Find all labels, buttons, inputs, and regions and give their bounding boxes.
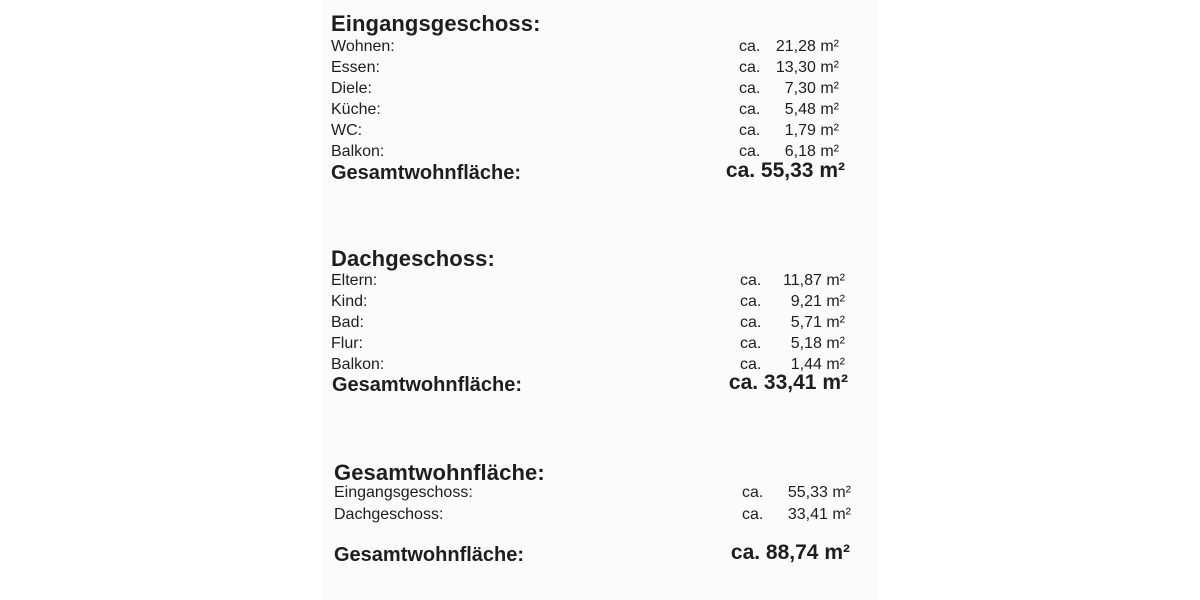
area-value: 9,21 m²: [790, 293, 845, 310]
total-value: ca. 88,74 m²: [730, 541, 850, 564]
area-value: 5,71 m²: [790, 314, 845, 331]
area-row-essen: [331, 59, 851, 80]
room-label: WC:: [331, 122, 363, 139]
total-label: Gesamtwohnfläche:: [331, 162, 522, 184]
room-label: Kind:: [331, 293, 368, 310]
approx-label: ca.: [742, 484, 764, 501]
room-label: Flur:: [331, 335, 363, 352]
floor-label: Eingangsgeschoss:: [334, 484, 473, 501]
room-label: Diele:: [331, 80, 372, 97]
approx-label: ca.: [739, 143, 761, 160]
area-value: 55,33 m²: [787, 484, 851, 501]
section-heading: Gesamtwohnfläche:: [334, 460, 545, 485]
total-label: Gesamtwohnfläche:: [334, 544, 525, 566]
approx-label: ca.: [739, 80, 761, 97]
area-row-flur: [331, 335, 851, 356]
room-label: Balkon:: [331, 143, 385, 160]
room-label: Küche:: [331, 101, 381, 118]
total-value: ca. 55,33 m²: [725, 159, 845, 182]
area-value: 11,87 m²: [783, 272, 845, 289]
approx-label: ca.: [740, 272, 762, 289]
approx-label: ca.: [739, 101, 761, 118]
area-value: 33,41 m²: [787, 506, 851, 523]
approx-label: ca.: [739, 122, 761, 139]
area-row-wc: [331, 122, 851, 143]
approx-label: ca.: [742, 506, 764, 523]
area-row-eltern: [331, 272, 851, 293]
section-heading: Dachgeschoss:: [331, 246, 495, 271]
floor-label: Dachgeschoss:: [334, 506, 444, 523]
approx-label: ca.: [740, 335, 762, 352]
area-row-kind: [331, 293, 851, 314]
area-value: 6,18 m²: [784, 143, 839, 160]
area-row-wohnen: [331, 38, 851, 59]
area-value: 5,18 m²: [790, 335, 845, 352]
room-label: Balkon:: [331, 356, 385, 373]
approx-label: ca.: [740, 356, 762, 373]
room-label: Eltern:: [331, 272, 378, 289]
total-label: Gesamtwohnfläche:: [332, 374, 523, 396]
area-value: 7,30 m²: [784, 80, 839, 97]
area-row-eingangsgeschoss: [334, 484, 854, 505]
area-value: 21,28 m²: [775, 38, 839, 55]
section-heading: Eingangsgeschoss:: [331, 11, 541, 36]
approx-label: ca.: [739, 59, 761, 76]
area-row-dachgeschoss: [334, 506, 854, 527]
total-value: ca. 33,41 m²: [728, 371, 848, 394]
room-label: Wohnen:: [331, 38, 395, 55]
area-row-kueche: [331, 101, 851, 122]
area-value: 5,48 m²: [784, 101, 839, 118]
room-label: Essen:: [331, 59, 380, 76]
area-row-bad: [331, 314, 851, 335]
area-value: 1,79 m²: [784, 122, 839, 139]
approx-label: ca.: [740, 314, 762, 331]
area-value: 13,30 m²: [775, 59, 839, 76]
room-label: Bad:: [331, 314, 364, 331]
approx-label: ca.: [739, 38, 761, 55]
area-row-diele: [331, 80, 851, 101]
area-value: 1,44 m²: [790, 356, 845, 373]
approx-label: ca.: [740, 293, 762, 310]
